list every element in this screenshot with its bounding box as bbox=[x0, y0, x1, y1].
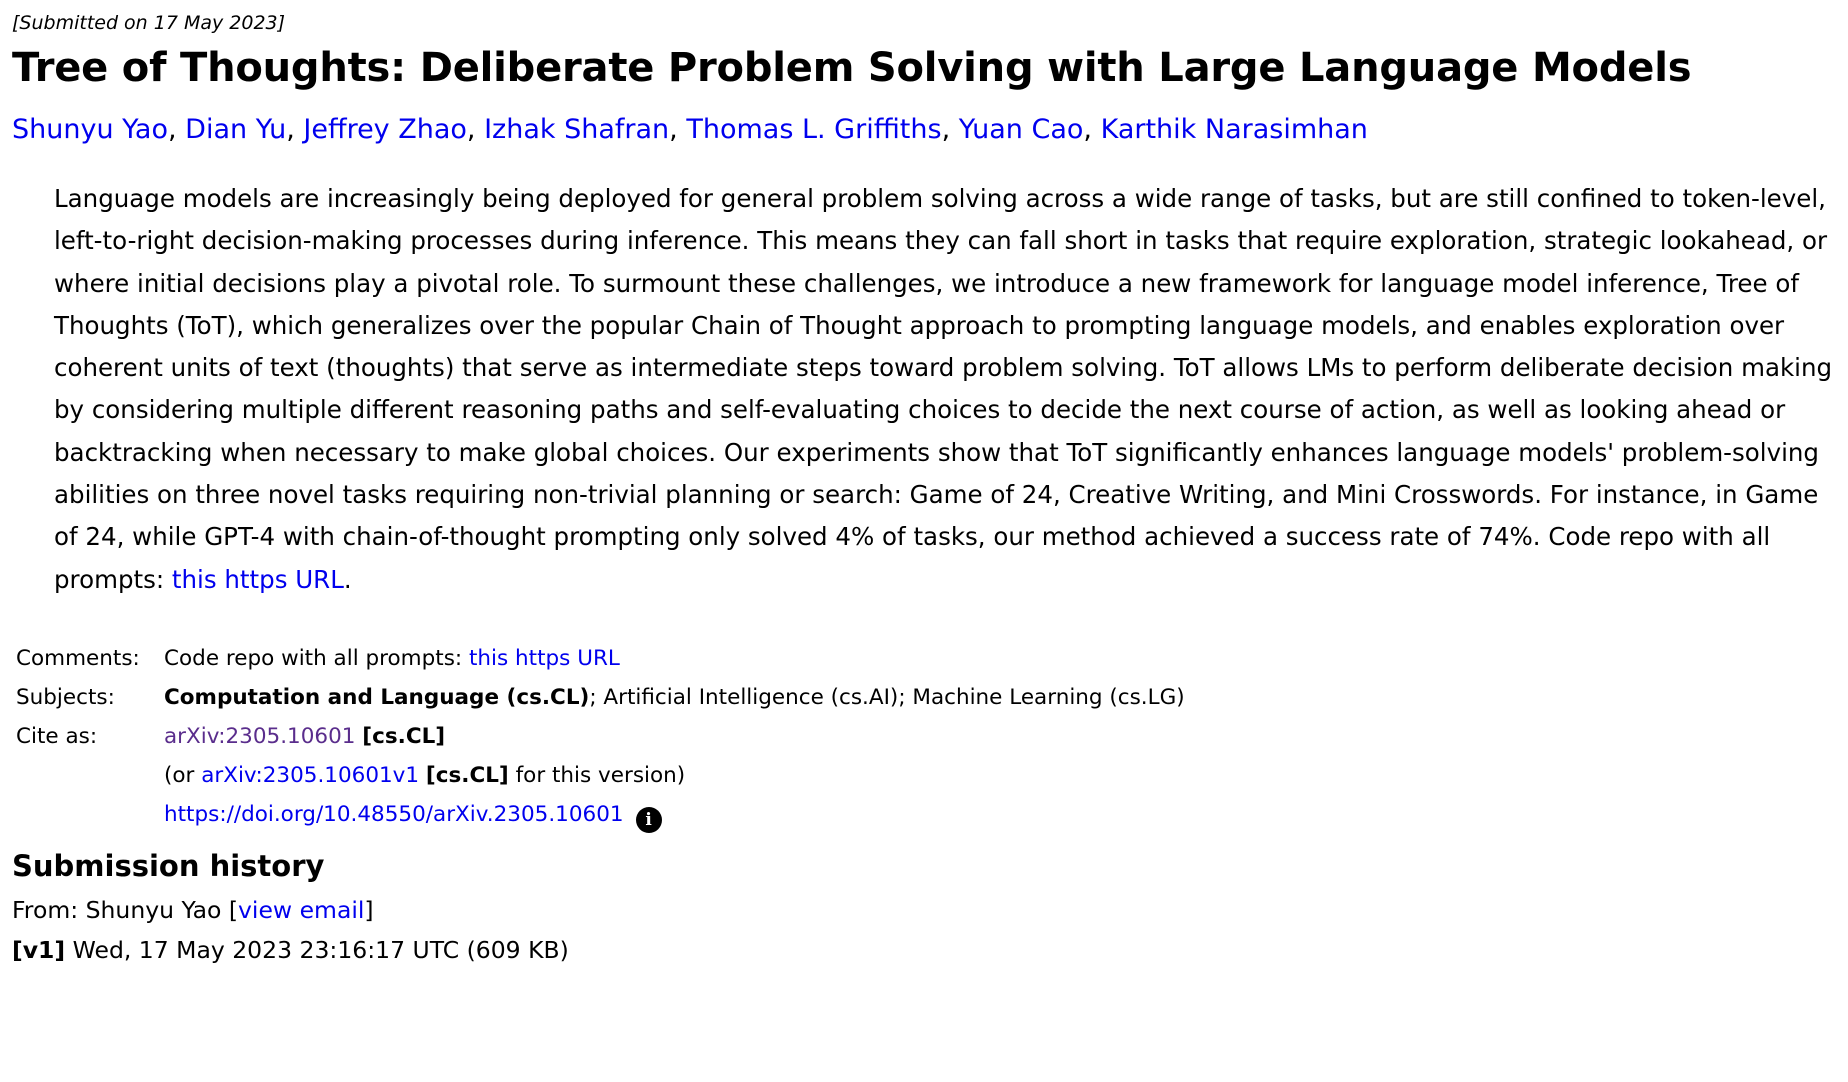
author-link[interactable]: Yuan Cao bbox=[958, 114, 1084, 145]
comments-row bbox=[12, 639, 1836, 678]
paper-title: Tree of Thoughts: Deliberate Problem Solving with Large Language Models bbox=[12, 45, 1692, 91]
submission-dateline: [Submitted on 17 May 2023] bbox=[12, 12, 286, 34]
version-prefix: (or bbox=[164, 762, 202, 788]
metadata-table bbox=[12, 639, 1836, 834]
abstract-trailing-period: . bbox=[343, 564, 352, 594]
author-link[interactable]: Shunyu Yao bbox=[12, 114, 168, 145]
subjects-label: Subjects: bbox=[16, 684, 115, 710]
author-link[interactable]: Thomas L. Griffiths bbox=[686, 114, 942, 145]
submission-history bbox=[12, 890, 1836, 970]
doi-link[interactable]: https://doi.org/10.48550/arXiv.2305.10601 bbox=[164, 801, 624, 827]
comments-label: Comments: bbox=[16, 645, 140, 671]
author-separator: , bbox=[941, 114, 959, 145]
comments-text: Code repo with all prompts: bbox=[164, 645, 469, 671]
primary-subject: Computation and Language (cs.CL) bbox=[164, 684, 590, 710]
comments-value bbox=[164, 639, 1836, 678]
author-link[interactable]: Karthik Narasimhan bbox=[1100, 114, 1368, 145]
version-entry bbox=[12, 930, 1836, 970]
cite-as-label: Cite as: bbox=[16, 723, 98, 749]
submitter-suffix: ] bbox=[364, 895, 374, 924]
abstract-block bbox=[54, 178, 1844, 601]
author-link[interactable]: Dian Yu bbox=[185, 114, 287, 145]
version-label: [v1] bbox=[12, 935, 66, 964]
doi-line bbox=[164, 795, 1836, 834]
authors-list bbox=[12, 110, 1836, 150]
arxiv-id-category: [cs.CL] bbox=[362, 723, 446, 749]
author-link[interactable]: Jeffrey Zhao bbox=[303, 114, 467, 145]
arxiv-id-link[interactable]: arXiv:2305.10601 bbox=[164, 723, 356, 749]
comments-url-link[interactable]: this https URL bbox=[468, 645, 620, 671]
cite-id-line bbox=[164, 717, 1836, 756]
submitter-line bbox=[12, 890, 1836, 930]
version-category: [cs.CL] bbox=[425, 762, 509, 788]
secondary-subjects: ; Artificial Intelligence (cs.AI); Machine Learning (cs.LG) bbox=[589, 684, 1185, 710]
version-detail: Wed, 17 May 2023 23:16:17 UTC (609 KB) bbox=[65, 935, 569, 964]
subjects-value bbox=[164, 678, 1836, 717]
author-separator: , bbox=[669, 114, 687, 145]
submitter-prefix: From: Shunyu Yao [ bbox=[12, 895, 239, 924]
author-separator: , bbox=[168, 114, 186, 145]
abstract-url-link[interactable]: this https URL bbox=[171, 564, 344, 594]
info-icon[interactable]: i bbox=[636, 807, 662, 833]
view-email-link[interactable]: view email bbox=[238, 895, 365, 924]
submission-history-heading: Submission history bbox=[12, 848, 325, 883]
version-suffix: for this version) bbox=[508, 762, 686, 788]
cite-as-row bbox=[12, 717, 1836, 834]
subjects-row bbox=[12, 678, 1836, 717]
author-separator: , bbox=[1083, 114, 1101, 145]
cite-as-value bbox=[164, 717, 1836, 834]
author-link[interactable]: Izhak Shafran bbox=[484, 114, 670, 145]
cite-version-line bbox=[164, 756, 1836, 795]
arxiv-version-link[interactable]: arXiv:2305.10601v1 bbox=[201, 762, 420, 788]
author-separator: , bbox=[286, 114, 304, 145]
author-separator: , bbox=[466, 114, 485, 145]
abstract-text: Language models are increasingly being deployed for general problem solving across a wide range of tasks, but are still confined to token-level, left-to-right decision-making processes during inference. This means they can fall short in tasks that require exploration, strategic lookahead, or where initial decisions play a pivotal role. To surmount these challenges, we introduce a new framework for language model inference, Tree of Thoughts (ToT), which generalizes over the popular Chain of Thought approach to prompting language models, and enables exploration over coherent units of text (thoughts) that serve as intermediate steps toward problem solving. ToT allows LMs to perform deliberate decision making by considering multiple different reasoning paths and self-evaluating choices to decide the next course of action, as well as looking ahead or backtracking when necessary to make global choices. Our experiments show that ToT significantly enhances language models' problem-solving abilities on three novel tasks requiring non-trivial planning or search: Game of 24, Creative Writing, and Mini Crosswords. For instance, in Game of 24, while GPT-4 with chain-of-thought prompting only solved 4% of tasks, our method achieved a success rate of 74%. Code repo with all prompts: bbox=[54, 184, 1833, 594]
